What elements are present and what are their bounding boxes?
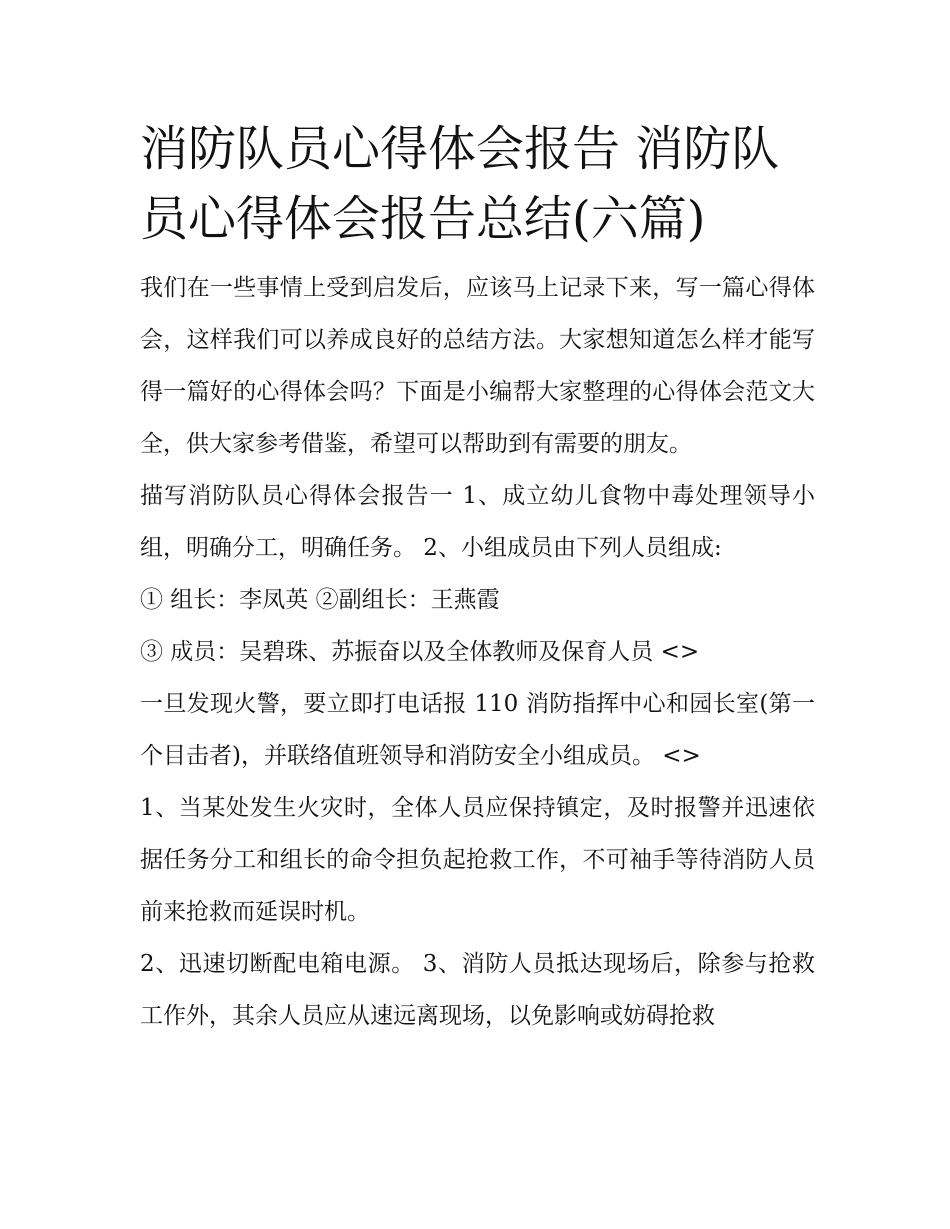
step-one-paragraph: 1、当某处发生火灾时，全体人员应保持镇定，及时报警并迅速依据任务分工和组长的命令担负起抢救工作，不可袖手等待消防人员前来抢救而延误时机。	[140, 795, 815, 925]
intro-paragraph: 我们在一些事情上受到启发后，应该马上记录下来，写一篇心得体会，这样我们可以养成良好的总结方法。大家想知道怎么样才能写得一篇好的心得体会吗？下面是小编帮大家整理的心得体会范文大全，供大家参考借鉴，希望可以帮助到有需要的朋友。	[140, 275, 815, 457]
section-one-paragraph: 描写消防队员心得体会报告一 1、成立幼儿食物中毒处理领导小组，明确分工，明确任务。 2、小组成员由下列人员组成:	[140, 483, 815, 561]
leaders-line: ① 组长：李凤英 ②副组长：王燕霞	[140, 587, 500, 613]
document-title: 消防队员心得体会报告 消防队员心得体会报告总结(六篇)	[140, 121, 780, 247]
members-line: ③ 成员：吴碧珠、苏振奋以及全体教师及保育人员 <>	[140, 639, 700, 665]
document-body	[140, 114, 815, 1042]
step-two-paragraph: 2、迅速切断配电箱电源。 3、消防人员抵达现场后，除参与抢救工作外，其余人员应从速远离现场，以免影响或妨碍抢救	[140, 951, 815, 1029]
alarm-paragraph: 一旦发现火警，要立即打电话报 110 消防指挥中心和园长室(第一个目击者)，并联络值班领导和消防安全小组成员。 <>	[140, 691, 815, 769]
